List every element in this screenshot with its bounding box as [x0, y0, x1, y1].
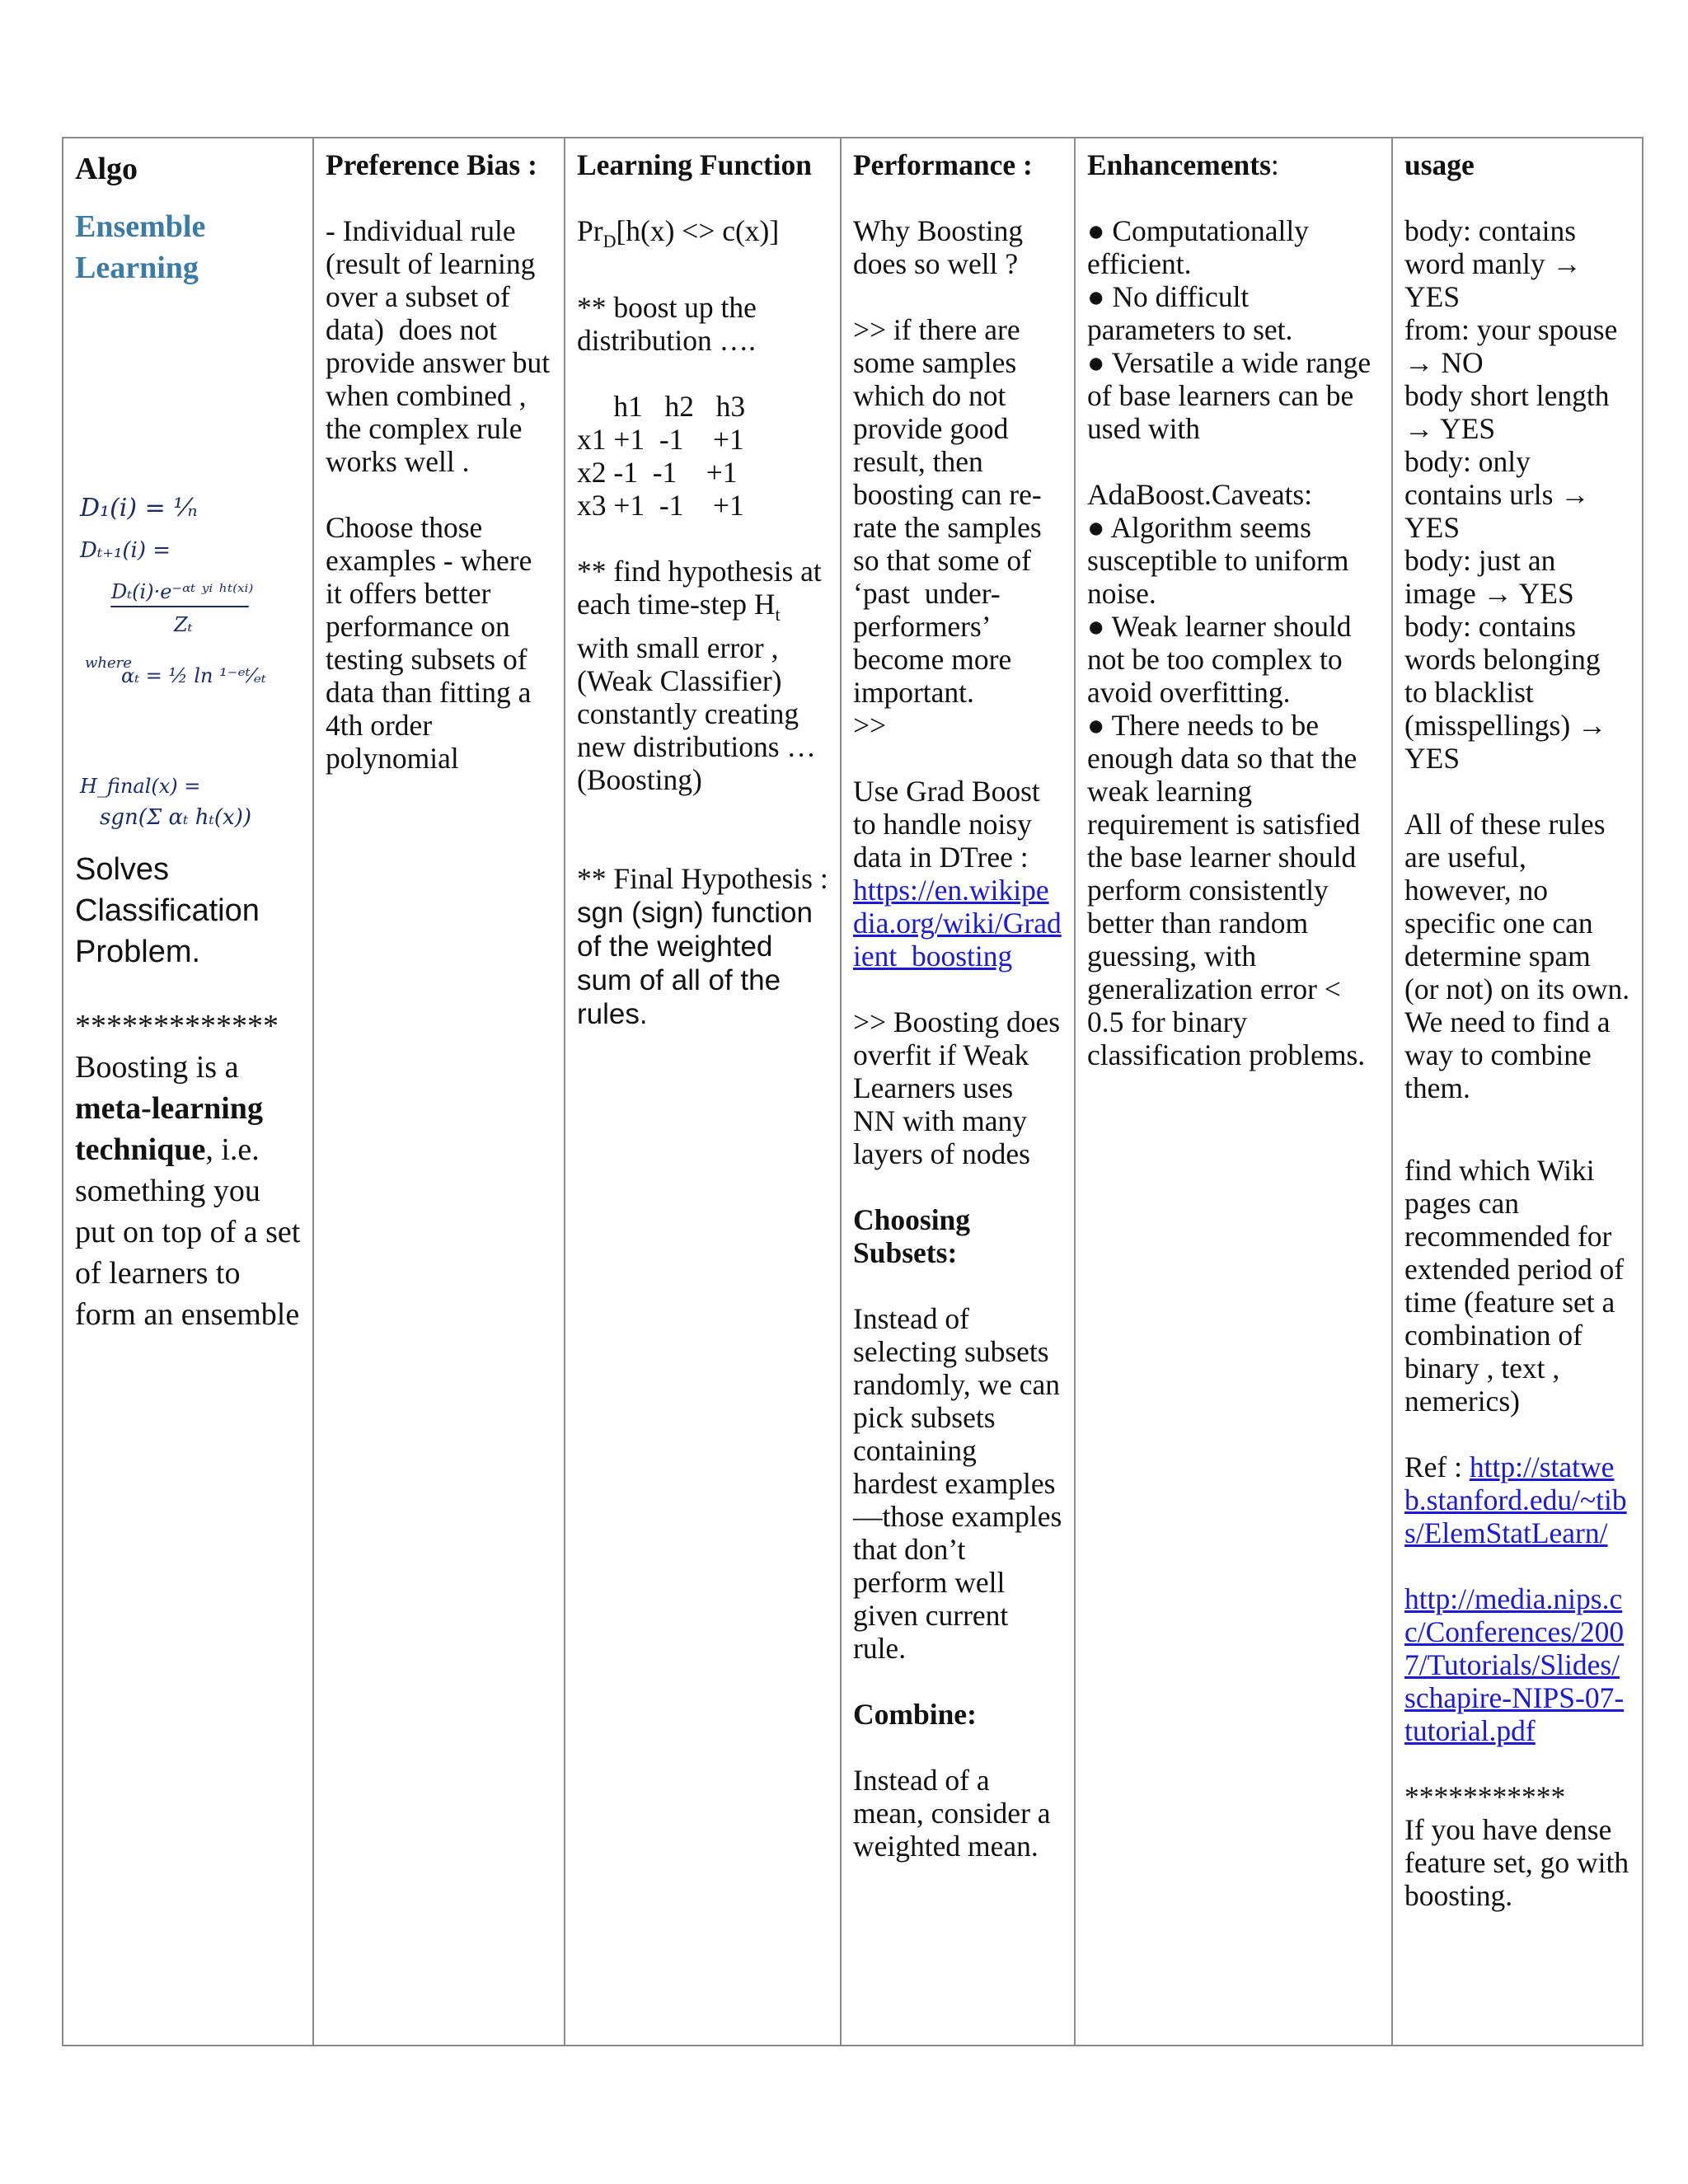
preference-bias-cell [313, 138, 565, 2046]
svg-text:αₜ = ½ ln ¹⁻ᵉᵗ⁄ₑₜ: αₜ = ½ ln ¹⁻ᵉᵗ⁄ₑₜ [121, 664, 266, 687]
algo-solves: Solves Classification Problem. [75, 852, 260, 969]
handwritten-formulas [75, 486, 301, 832]
gradient-boosting-link[interactable]: https://en.wikipedia.org/wiki/Gradient_boosting [853, 874, 1062, 972]
combine-text: Instead of a mean, consider a weighted mean. [853, 1764, 1058, 1863]
error-formula: $Pr_D[h(x) <> c(x)]$ [577, 214, 780, 252]
svg-text:where: where [85, 654, 132, 672]
svg-text:Dₜ(i)·e⁻ᵅᵗ ʸⁱ ʰᵗ⁽ˣⁱ⁾: Dₜ(i)·e⁻ᵅᵗ ʸⁱ ʰᵗ⁽ˣⁱ⁾ [111, 580, 254, 603]
table-row [63, 138, 1643, 2046]
statweb-link[interactable]: http://statweb.stanford.edu/~tibs/ElemStatLearn/ [1404, 1451, 1627, 1549]
notes-table [62, 137, 1643, 2046]
choosing-subsets-text: Instead of selecting subsets randomly, we can pick subsets containing hardest examples—those examples that don’t perform well given current rule. [853, 1302, 1070, 1665]
performance-gradboost: Use Grad Boost to handle noisy data in DTree : [853, 775, 1048, 874]
preference-bias-p1: - Individual rule (result of learning over a subset of data) does not provide answer but when combined , the complex rule works well . [326, 214, 557, 478]
performance-why: Why Boosting does so well ? [853, 214, 1030, 280]
svg-text:D₁(i) = ¹⁄ₙ: D₁(i) = ¹⁄ₙ [80, 494, 198, 523]
svg-text:Zₜ: Zₜ [174, 613, 193, 636]
preference-bias-p2: Choose those examples - where it offers better performance on testing subsets of data than fitting a 4th order polynomial [326, 511, 540, 775]
learning-function-cell [565, 138, 844, 2046]
svg-text:Dₜ₊₁(i) =: Dₜ₊₁(i) = [80, 538, 171, 563]
find-hypothesis: ** find hypothesis at each time-step $H_t$ with small error , (Weak Classifier) constantly creating new distributions … (Boosting) [577, 555, 829, 797]
svg-text:H_final(x) =: H_final(x) = [80, 775, 201, 798]
caveat-item: ● Algorithm seems susceptible to uniform noise. [1087, 511, 1349, 610]
enhancement-item: ● Versatile a wide range of base learners can be used with [1087, 346, 1372, 445]
choosing-subsets-heading: Choosing Subsets: [853, 1203, 971, 1269]
boost-note: ** boost up the distribution …. [577, 291, 764, 358]
handwritten-formula-image [75, 486, 273, 832]
performance-samples: >> if there are some samples which do not provide good result, then boosting can re-rate the samples so that some of ‘past under-performers’ become more important. [853, 313, 1049, 709]
caveats-heading: AdaBoost.Caveats: [1087, 478, 1313, 511]
svg-text:sgn(Σ αₜ hₜ(x)): sgn(Σ αₜ hₜ(x)) [100, 805, 252, 830]
usage-dense: If you have dense feature set, go with boosting. [1404, 1813, 1636, 1912]
algo-cell [63, 138, 313, 2046]
usage-stars: *********** [1404, 1780, 1566, 1813]
preference-bias-header: Preference Bias : [326, 148, 537, 181]
performance-header: Performance : [853, 148, 1033, 181]
learning-function-header: Learning Function [577, 148, 813, 181]
algo-description: Boosting is a meta-learning technique, i.e. something you put on top of a set of learners to form an ensemble [75, 1050, 308, 1332]
usage-useful: All of these rules are useful, however, no specific one can determine spam (or not) on its own. We need to find a way to combine them. [1404, 808, 1637, 1104]
usage-ref: Ref : http://statweb.stanford.edu/~tibs/ElemStatLearn/ [1404, 1451, 1627, 1549]
performance-overfit: >> Boosting does overfit if Weak Learners uses NN with many layers of nodes [853, 1005, 1067, 1170]
enhancements-header: Enhancements: [1087, 148, 1279, 181]
caveat-item: ● Weak learner should not be too complex to avoid overfitting. [1087, 610, 1352, 709]
enhancement-item: ● No difficult parameters to set. [1087, 280, 1293, 346]
caveat-item: ● There needs to be enough data so that the weak learning requirement is satisfied the base learner should perform consistently better than random guessing, with generalization error < 0.5 for binary classification problems. [1087, 709, 1366, 1071]
hypothesis-grid: h1 h2 h3 x1 +1 -1 +1 x2 -1 -1 +1 x3 +1 -1 +1 [577, 390, 746, 523]
algo-stars: ************* [75, 1009, 279, 1043]
combine-heading: Combine: [853, 1698, 977, 1731]
usage-cell [1392, 138, 1643, 2046]
algo-header: Algo [75, 152, 138, 186]
algo-name: Ensemble Learning [75, 209, 206, 285]
performance-arrows: >> [853, 709, 887, 742]
enhancements-cell [1075, 138, 1392, 2046]
performance-cell [841, 138, 1075, 2046]
nips-tutorial-link[interactable]: http://media.nips.cc/Conferences/2007/Tutorials/Slides/schapire-NIPS-07-tutorial.pdf [1404, 1582, 1625, 1747]
usage-rules: body: contains word manly → YES from: your spouse → NO body short length → YES body: only contains urls → YES body: just an image → YES body: contains words belonging to blacklist (misspellings) → YES [1404, 214, 1618, 775]
usage-wiki: find which Wiki pages can recommended for extended period of time (feature set a combination of binary , text , nemerics) [1404, 1154, 1632, 1418]
usage-header: usage [1404, 148, 1475, 181]
final-hypothesis: ** Final Hypothesis : sgn (sign) function of the weighted sum of all of the rules. [577, 862, 844, 1031]
enhancement-item: ● Computationally efficient. [1087, 214, 1309, 280]
